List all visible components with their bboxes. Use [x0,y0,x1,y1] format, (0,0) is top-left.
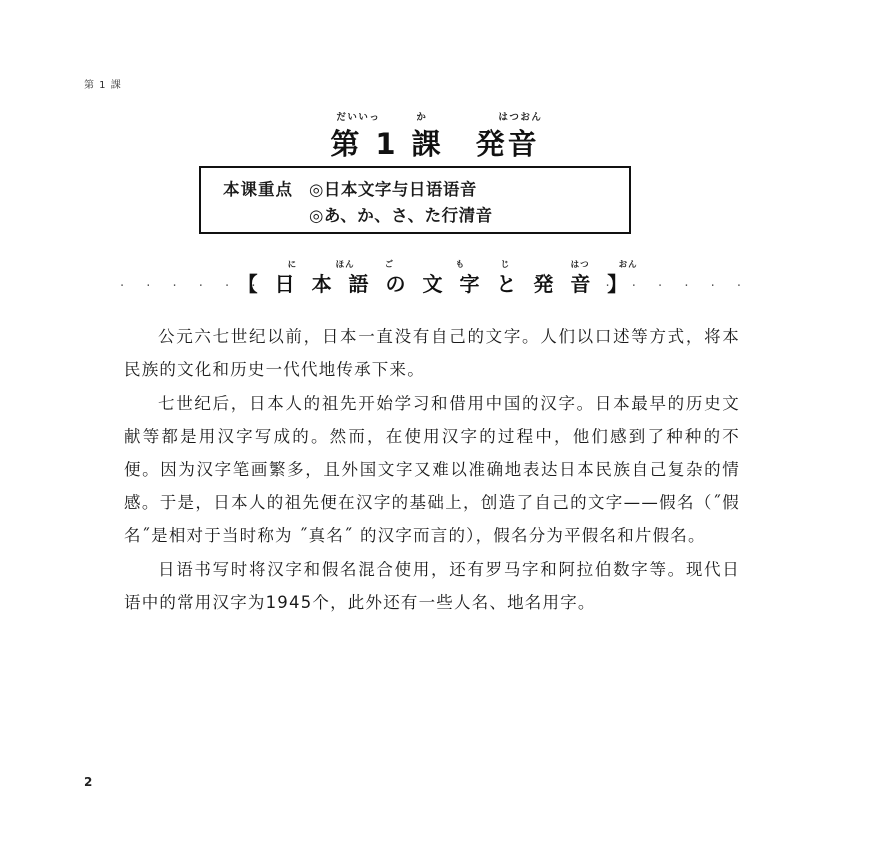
paragraph: 七世纪后，日本人的祖先开始学习和借用中国的汉字。日本最早的历史文献等都是用汉字写成的。然而，在使用汉字的过程中，他们感到了种种的不便。因为汉字笔画繁多，且外国文字又难以准确地表达日本民族自己复杂的情感。于是，日本人的祖先便在汉字的基础上，创造了自己的文字——假名（˝假名˝是相对于当时称为 ˝真名˝ 的汉字而言的），假名分为平假名和片假名。 [124,394,740,545]
chapter-title-block [0,112,870,163]
section-title [237,260,638,297]
section-title-text: 【 日 本 語 の 文 字 と 発 音 】 [237,272,633,296]
furigana-hatsu: はつ [570,260,590,270]
section-dots-right: · · · · · · [605,279,750,294]
page-number: 2 [84,775,93,789]
paragraph: 日语书写时将汉字和假名混合使用，还有罗马字和阿拉伯数字等。现代日语中的常用汉字为1945个，此外还有一些人名、地名用字。 [124,560,740,612]
furigana-ji: じ [500,260,511,270]
furigana-go: ご [384,260,395,270]
body-text [124,320,740,620]
key-points-label: 本课重点 [223,180,293,199]
furigana-ka: か [416,112,428,123]
furigana-mo: も [455,260,466,270]
furigana-ni: に [287,260,298,270]
key-point-item: ◎あ、か、さ、た行清音 [309,206,493,225]
furigana-dai: だいいっ [336,112,381,123]
section-dots-left: · · · · · · [120,279,265,294]
furigana-on: おん [618,260,638,270]
chapter-title [330,112,543,163]
paragraph: 公元六七世纪以前，日本一直没有自己的文字。人们以口述等方式，将本民族的文化和历史一代代地传承下来。 [124,327,740,379]
furigana-hon: ほん [335,260,355,270]
running-head: 第 1 課 [84,80,122,91]
key-points-box [199,166,631,234]
furigana-hatsuon: はつおん [498,112,543,123]
key-points-list [309,177,493,229]
section-heading [0,260,870,302]
key-point-item: ◎日本文字与日语语音 [309,180,477,199]
chapter-title-text: 第 1 課 発音 [330,127,540,161]
key-points-content [223,177,493,229]
